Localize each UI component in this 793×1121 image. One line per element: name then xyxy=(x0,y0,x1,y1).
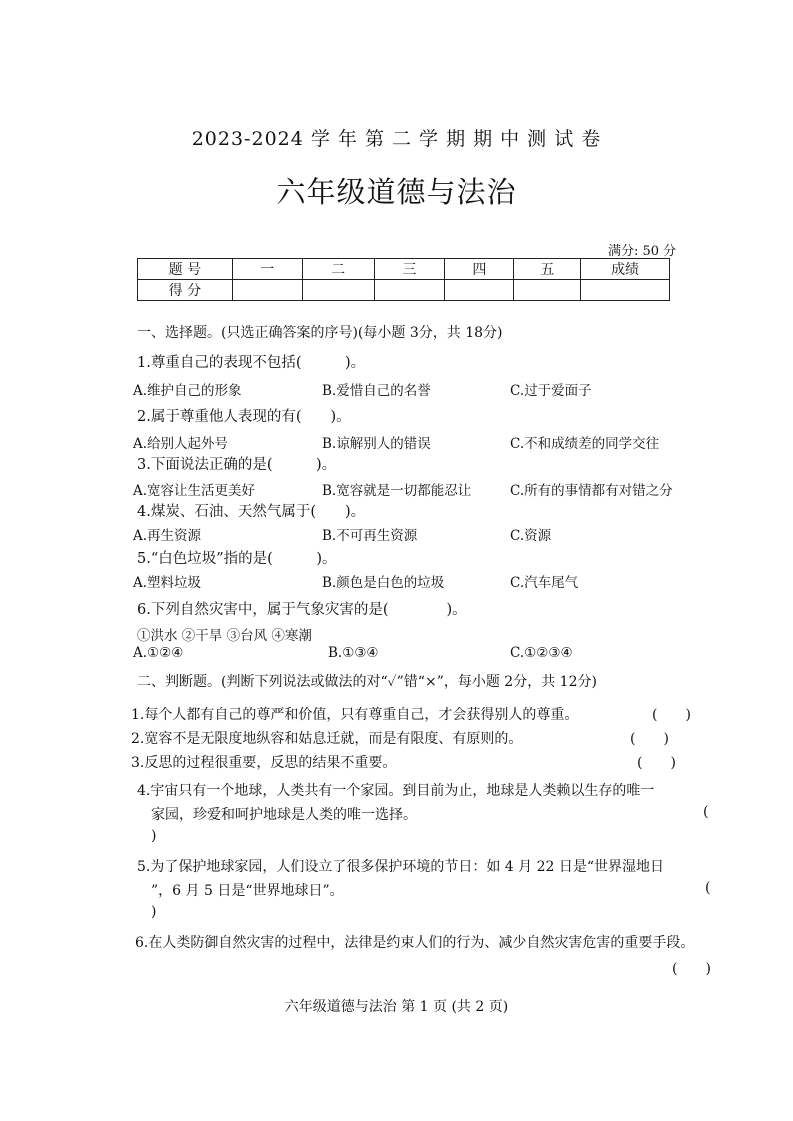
score-table-header-row xyxy=(138,259,670,280)
score-table-cell: 五 xyxy=(514,259,581,280)
score-table-row-label: 得 分 xyxy=(138,280,233,301)
option-b[interactable]: B.宽容就是一切都能忍让 xyxy=(322,483,472,499)
score-input-cell[interactable] xyxy=(445,280,514,301)
option-c[interactable]: C.过于爱面子 xyxy=(510,383,592,399)
option-c[interactable]: C.不和成绩差的同学交往 xyxy=(510,436,660,452)
option-b[interactable]: B.爱惜自己的名誉 xyxy=(322,383,431,399)
exam-title: 2023-2024 学 年 第 二 学 期 期 中 测 试 卷 xyxy=(191,128,602,150)
question-stem: 2.属于尊重他人表现的有( )。 xyxy=(137,409,351,425)
answer-blank[interactable]: ( ) xyxy=(652,707,691,723)
option-b[interactable]: B.①③④ xyxy=(328,645,379,661)
option-c[interactable]: C.所有的事情都有对错之分 xyxy=(510,483,673,499)
score-table-cell: 四 xyxy=(445,259,514,280)
option-a[interactable]: A.①②④ xyxy=(133,645,184,661)
score-table-cell: 题 号 xyxy=(138,259,233,280)
judgment-item: 6.在人类防御自然灾害的过程中，法律是约束人们的行为、减少自然灾害危害的重要手段。 xyxy=(135,935,695,951)
option-a[interactable]: A.给别人起外号 xyxy=(133,436,229,452)
full-score: 满分: 50 分 xyxy=(608,244,677,259)
option-b[interactable]: B.颜色是白色的垃圾 xyxy=(322,575,445,591)
option-b[interactable]: B.不可再生资源 xyxy=(322,528,418,544)
score-table-cell: 二 xyxy=(302,259,374,280)
question-stem: 6.下列自然灾害中，属于气象灾害的是( )。 xyxy=(137,602,467,618)
judgment-item: 1.每个人都有自己的尊严和价值，只有尊重自己，才会获得别人的尊重。 xyxy=(131,707,579,723)
score-table xyxy=(137,258,670,301)
answer-blank[interactable]: ( ) xyxy=(630,731,669,747)
section-1-title: 一、选择题。(只选正确答案的序号)(每小题 3分，共 18分) xyxy=(137,325,503,341)
score-table-cell: 成绩 xyxy=(581,259,670,280)
answer-blank-close[interactable]: ) xyxy=(151,904,157,920)
judgment-item: 3.反思的过程很重要，反思的结果不重要。 xyxy=(131,755,397,771)
score-input-cell[interactable] xyxy=(374,280,445,301)
page-footer: 六年级道德与法治 第 1 页 (共 2 页) xyxy=(284,999,509,1015)
judgment-item-line: 家园，珍爱和呵护地球是人类的唯一选择。 xyxy=(151,807,417,823)
subject-title: 六年级道德与法治 xyxy=(276,175,517,209)
score-input-cell[interactable] xyxy=(302,280,374,301)
question-sub-items: ①洪水 ②干旱 ③台风 ④寒潮 xyxy=(137,628,312,644)
option-a[interactable]: A.宽容让生活更美好 xyxy=(133,483,256,499)
question-stem: 5.“白色垃圾”指的是( )。 xyxy=(137,551,337,567)
option-b[interactable]: B.谅解别人的错误 xyxy=(322,436,431,452)
score-table-score-row xyxy=(138,280,670,301)
option-a[interactable]: A.再生资源 xyxy=(133,528,202,544)
judgment-item-line: ”，6 月 5 日是“世界地球日”。 xyxy=(151,883,344,899)
answer-blank-open[interactable]: ( xyxy=(705,880,711,896)
question-stem: 3.下面说法正确的是( )。 xyxy=(137,457,337,473)
score-input-cell[interactable] xyxy=(514,280,581,301)
score-table-cell: 三 xyxy=(374,259,445,280)
judgment-item-line: 5.为了保护地球家园，人们设立了很多保护环境的节日：如 4 月 22 日是“世界湿地日 xyxy=(137,859,665,875)
judgment-item: 2.宽容不是无限度地纵容和姑息迁就，而是有限度、有原则的。 xyxy=(131,731,523,747)
option-c[interactable]: C.汽车尾气 xyxy=(510,575,579,591)
option-c[interactable]: C.①②③④ xyxy=(510,645,573,661)
score-input-cell[interactable] xyxy=(232,280,302,301)
answer-blank[interactable]: ( ) xyxy=(637,755,676,771)
answer-blank[interactable]: ( ) xyxy=(672,961,711,977)
option-a[interactable]: A.塑料垃圾 xyxy=(133,575,202,591)
option-c[interactable]: C.资源 xyxy=(510,528,552,544)
answer-blank-open[interactable]: ( xyxy=(703,804,709,820)
question-stem: 1.尊重自己的表现不包括( )。 xyxy=(137,355,366,371)
question-stem: 4.煤炭、石油、天然气属于( )。 xyxy=(137,504,366,520)
judgment-item-line: 4.宇宙只有一个地球，人类共有一个家园。到目前为止，地球是人类赖以生存的唯一 xyxy=(137,783,655,799)
answer-blank-close[interactable]: ) xyxy=(151,828,157,844)
option-a[interactable]: A.维护自己的形象 xyxy=(133,383,242,399)
score-table-cell: 一 xyxy=(232,259,302,280)
section-2-title: 二、判断题。(判断下列说法或做法的对“✓”错“×”，每小题 2分，共 12分) xyxy=(137,674,597,690)
score-input-cell[interactable] xyxy=(581,280,670,301)
